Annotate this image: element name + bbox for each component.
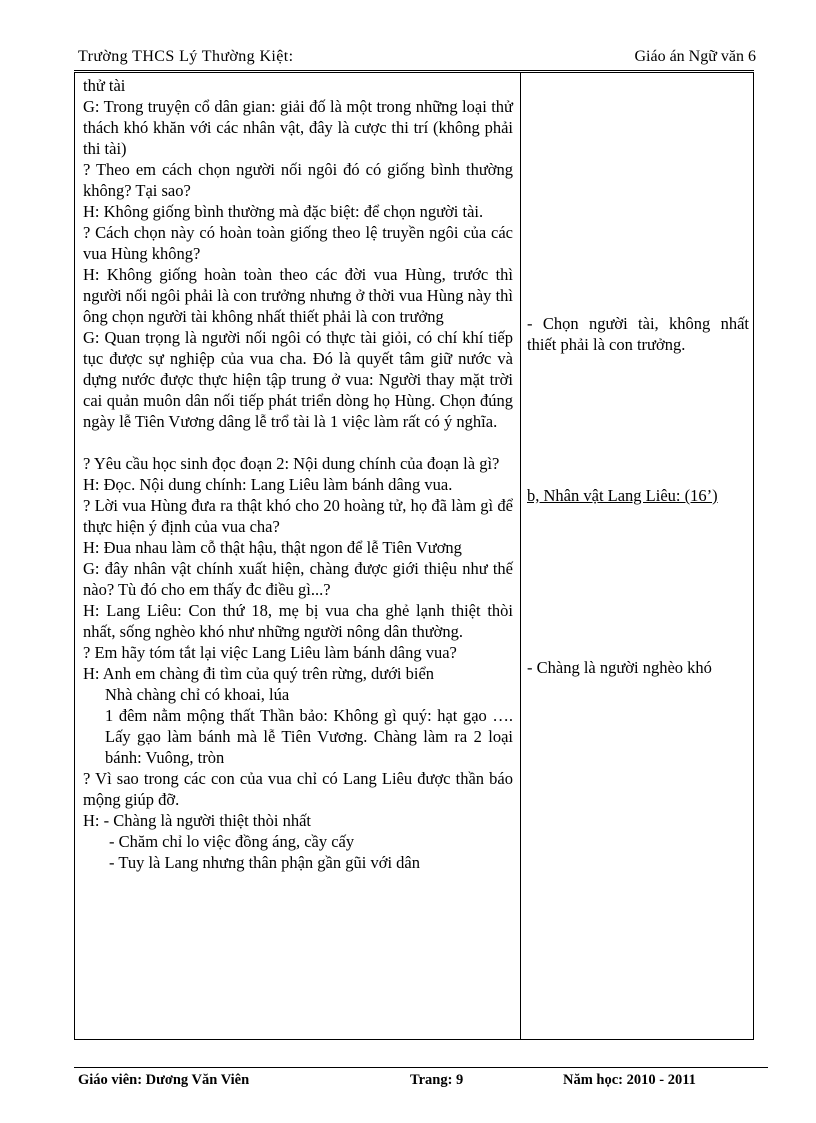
paragraph: - Tuy là Lang nhưng thân phận gần gũi với dân: [109, 853, 420, 872]
section-heading-lang-lieu: b, Nhân vật Lang Liêu: (16’): [527, 486, 718, 505]
paragraph: 1 đêm nằm mộng thất Thần bảo: Không gì quý: hạt gạo …. Lấy gạo làm bánh mà lễ Tiên Vương. Chàng làm ra 2 loại bánh: Vuông, tròn: [105, 706, 513, 767]
paragraph: - Chăm chỉ lo việc đồng áng, cầy cấy: [109, 832, 355, 851]
paragraph: H: Không giống bình thường mà đặc biệt: để chọn người tài.: [83, 202, 484, 221]
paragraph: G: Quan trọng là người nối ngôi có thực tài giỏi, có chí khí tiếp tục được sự nghiệp của vua cha. Đó là quyết tâm giữ nước và dựng nước được thực hiện tập trung ở vua: Người thay mặt trời cai quản muôn dân nối tiếp phát triển dòng họ Hùng. Chọn đúng ngày lễ Tiên Vương dâng lễ trổ tài là 1 việc làm rất có ý nghĩa.: [83, 328, 513, 431]
school-year: Năm học: 2010 - 2011: [563, 1072, 696, 1088]
paragraph: ? Vì sao trong các con của vua chỉ có Lang Liêu được thần báo mộng giúp đỡ.: [83, 769, 513, 809]
teacher-name: Giáo viên: Dương Văn Viên: [78, 1072, 250, 1088]
paragraph: G: đây nhân vật chính xuất hiện, chàng được giới thiệu như thế nào? Tù đó cho em thấy đc điều gì...?: [83, 559, 513, 599]
paragraph: G: Trong truyện cổ dân gian: giải đố là một trong những loại thử thách khó khăn với các nhân vật, đây là cược thi trí (không phải thi tài): [83, 97, 513, 158]
school-name: Trường THCS Lý Thường Kiệt:: [78, 48, 294, 65]
paragraph: Nhà chàng chỉ có khoai, lúa: [105, 685, 290, 704]
paragraph: ? Yêu cầu học sinh đọc đoạn 2: Nội dung chính của đoạn là gì?: [83, 454, 500, 473]
note-chosen-talent: - Chọn người tài, không nhất thiết phải là con trưởng.: [527, 314, 749, 354]
paragraph: H: Đọc. Nội dung chính: Lang Liêu làm bánh dâng vua.: [83, 475, 453, 494]
paragraph: H: Anh em chàng đi tìm của quý trên rừng, dưới biển: [83, 664, 435, 683]
paragraph: H: Đua nhau làm cỗ thật hậu, thật ngon để lễ Tiên Vương: [83, 538, 462, 557]
paragraph: H: Lang Liêu: Con thứ 18, mẹ bị vua cha ghẻ lạnh thiệt thòi nhất, sống nghèo khó như những người nông dân thường.: [83, 601, 513, 641]
paragraph: ? Cách chọn này có hoàn toàn giống theo lệ truyền ngôi của các vua Hùng không?: [83, 223, 513, 263]
blank-line: [83, 432, 513, 453]
teaching-activities-column: [83, 75, 513, 873]
lesson-table: [74, 72, 754, 1040]
page-number: Trang: 9: [410, 1072, 464, 1088]
paragraph: H: - Chàng là người thiệt thòi nhất: [83, 811, 312, 830]
note-poor-man: - Chàng là người nghèo khó: [527, 658, 712, 677]
header-divider: [74, 70, 754, 71]
paragraph: ? Em hãy tóm tắt lại việc Lang Liêu làm bánh dâng vua?: [83, 643, 457, 662]
document-title: Giáo án Ngữ văn 6: [634, 48, 756, 65]
paragraph: thử tài: [83, 76, 126, 95]
paragraph: ? Lời vua Hùng đưa ra thật khó cho 20 hoàng tử, họ đã làm gì để thực hiện ý định của vua cha?: [83, 496, 513, 536]
page-header: [78, 48, 756, 70]
footer-divider: [74, 1067, 768, 1068]
paragraph: H: Không giống hoàn toàn theo các đời vua Hùng, trước thì người nối ngôi phải là con trưởng nhưng ở thời vua Hùng này thì ông chọn người tài không nhất thiết phải là con trưởng: [83, 265, 513, 326]
column-divider: [520, 73, 521, 1039]
paragraph: ? Theo em cách chọn người nối ngôi đó có giống bình thường không? Tại sao?: [83, 160, 513, 200]
